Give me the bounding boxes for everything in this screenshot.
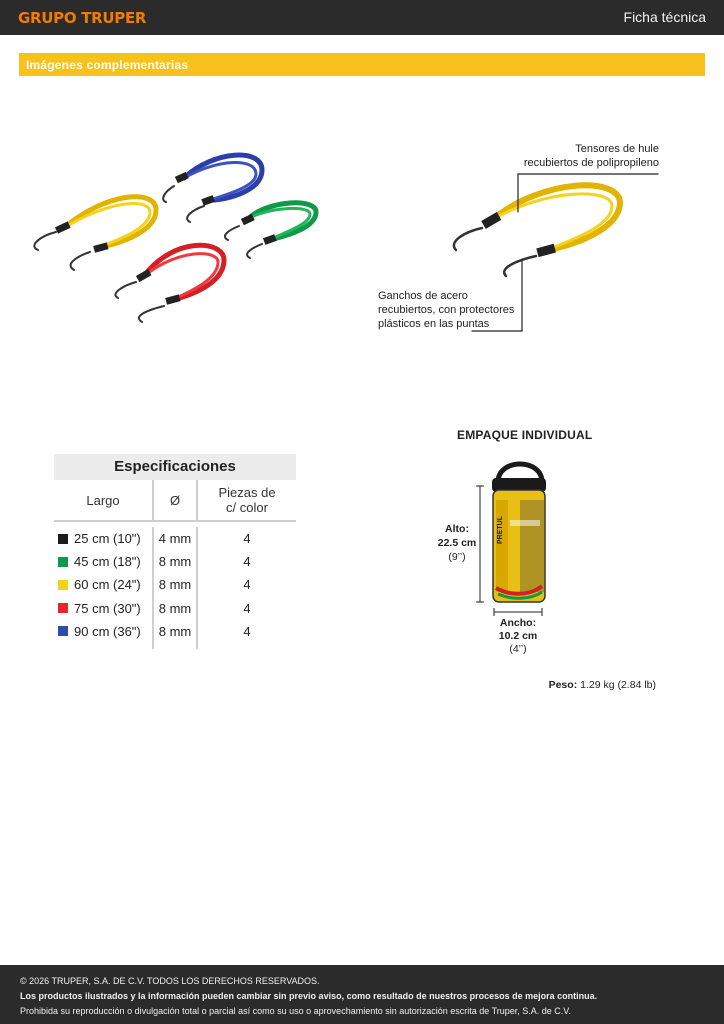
callout-steel-hooks bbox=[378, 289, 538, 331]
pieces-cell: 4 bbox=[243, 577, 251, 593]
table-row bbox=[54, 620, 152, 643]
color-swatch bbox=[58, 580, 68, 590]
table-row bbox=[54, 550, 152, 573]
footer-copyright: © 2026 TRUPER, S.A. DE C.V. TODOS LOS DERECHOS RESERVADOS. bbox=[20, 976, 320, 986]
color-swatch bbox=[58, 603, 68, 613]
section-header-bar bbox=[19, 53, 705, 76]
header-pieces-line1: Piezas de bbox=[218, 485, 276, 500]
callout-bottom-line3: plásticos en las puntas bbox=[378, 318, 490, 330]
table-row bbox=[54, 597, 152, 620]
diameter-cell: 4 mm bbox=[158, 531, 192, 547]
width-label: Ancho: bbox=[499, 617, 537, 629]
pieces-cell: 4 bbox=[243, 623, 251, 639]
top-header-bar bbox=[0, 0, 724, 35]
bungee-cords-product-image bbox=[24, 148, 324, 330]
specifications-body bbox=[54, 522, 296, 649]
width-dimension bbox=[494, 617, 542, 656]
brand-logo: GRUPO TRUPER bbox=[18, 9, 147, 27]
packaging-title: EMPAQUE INDIVIDUAL bbox=[457, 428, 593, 442]
column-length bbox=[54, 527, 152, 649]
callout-rubber-tensors bbox=[489, 142, 659, 170]
weight-value: 1.29 kg (2.84 lb) bbox=[580, 679, 656, 691]
length-cell: 75 cm (30") bbox=[74, 600, 141, 616]
height-cm: 22.5 cm bbox=[437, 537, 477, 549]
color-swatch bbox=[58, 557, 68, 567]
header-diameter: Ø bbox=[152, 480, 196, 520]
section-title: Imágenes complementarias bbox=[26, 58, 189, 72]
color-swatch bbox=[58, 626, 68, 636]
footer-prohibition: Prohibida su reproducción o divulgación total o parcial así como su uso o aprovechamiento sin autorización escrita de Truper, S.A. de C.V. bbox=[20, 1006, 571, 1016]
header-pieces bbox=[196, 480, 296, 520]
height-in: (9’’) bbox=[448, 551, 466, 563]
column-pieces bbox=[196, 527, 296, 649]
footer-notice: Los productos ilustrados y la información pueden cambiar sin previo aviso, como resultado de nuestros procesos de mejora continua. bbox=[20, 991, 598, 1001]
color-swatch bbox=[58, 534, 68, 544]
diameter-cell: 8 mm bbox=[158, 623, 192, 639]
pieces-cell: 4 bbox=[243, 554, 251, 570]
specifications-header-row bbox=[54, 480, 296, 522]
table-row bbox=[54, 527, 152, 550]
footer bbox=[0, 965, 724, 1024]
table-row bbox=[54, 573, 152, 596]
header-pieces-line2: c/ color bbox=[226, 500, 268, 515]
width-cm: 10.2 cm bbox=[498, 630, 538, 642]
diameter-cell: 8 mm bbox=[158, 577, 192, 593]
length-cell: 25 cm (10") bbox=[74, 531, 141, 547]
callout-bottom-line1: Ganchos de acero bbox=[378, 290, 468, 302]
column-diameter bbox=[152, 527, 196, 649]
callout-top-line2: recubiertos de polipropileno bbox=[523, 157, 659, 169]
pieces-cell: 4 bbox=[243, 531, 251, 547]
header-length: Largo bbox=[86, 492, 120, 508]
jar-brand-text: PRETUL bbox=[497, 516, 504, 544]
height-label: Alto: bbox=[445, 523, 469, 535]
length-cell: 60 cm (24") bbox=[74, 577, 141, 593]
diameter-cell: 8 mm bbox=[158, 600, 192, 616]
document-type-label: Ficha técnica bbox=[623, 9, 706, 25]
weight-label: Peso: bbox=[548, 679, 578, 691]
length-cell: 90 cm (36") bbox=[74, 623, 141, 639]
length-cell: 45 cm (18") bbox=[74, 554, 141, 570]
callout-top-line1: Tensores de hule bbox=[575, 143, 659, 155]
diameter-cell: 8 mm bbox=[158, 554, 192, 570]
callout-bottom-line2: recubiertos, con protectores bbox=[378, 304, 515, 316]
height-dimension bbox=[436, 522, 478, 564]
specifications-title: Especificaciones bbox=[54, 454, 296, 480]
specifications-table bbox=[54, 454, 296, 649]
pieces-cell: 4 bbox=[243, 600, 251, 616]
package-weight bbox=[549, 679, 656, 691]
width-in: (4’’) bbox=[509, 643, 527, 655]
